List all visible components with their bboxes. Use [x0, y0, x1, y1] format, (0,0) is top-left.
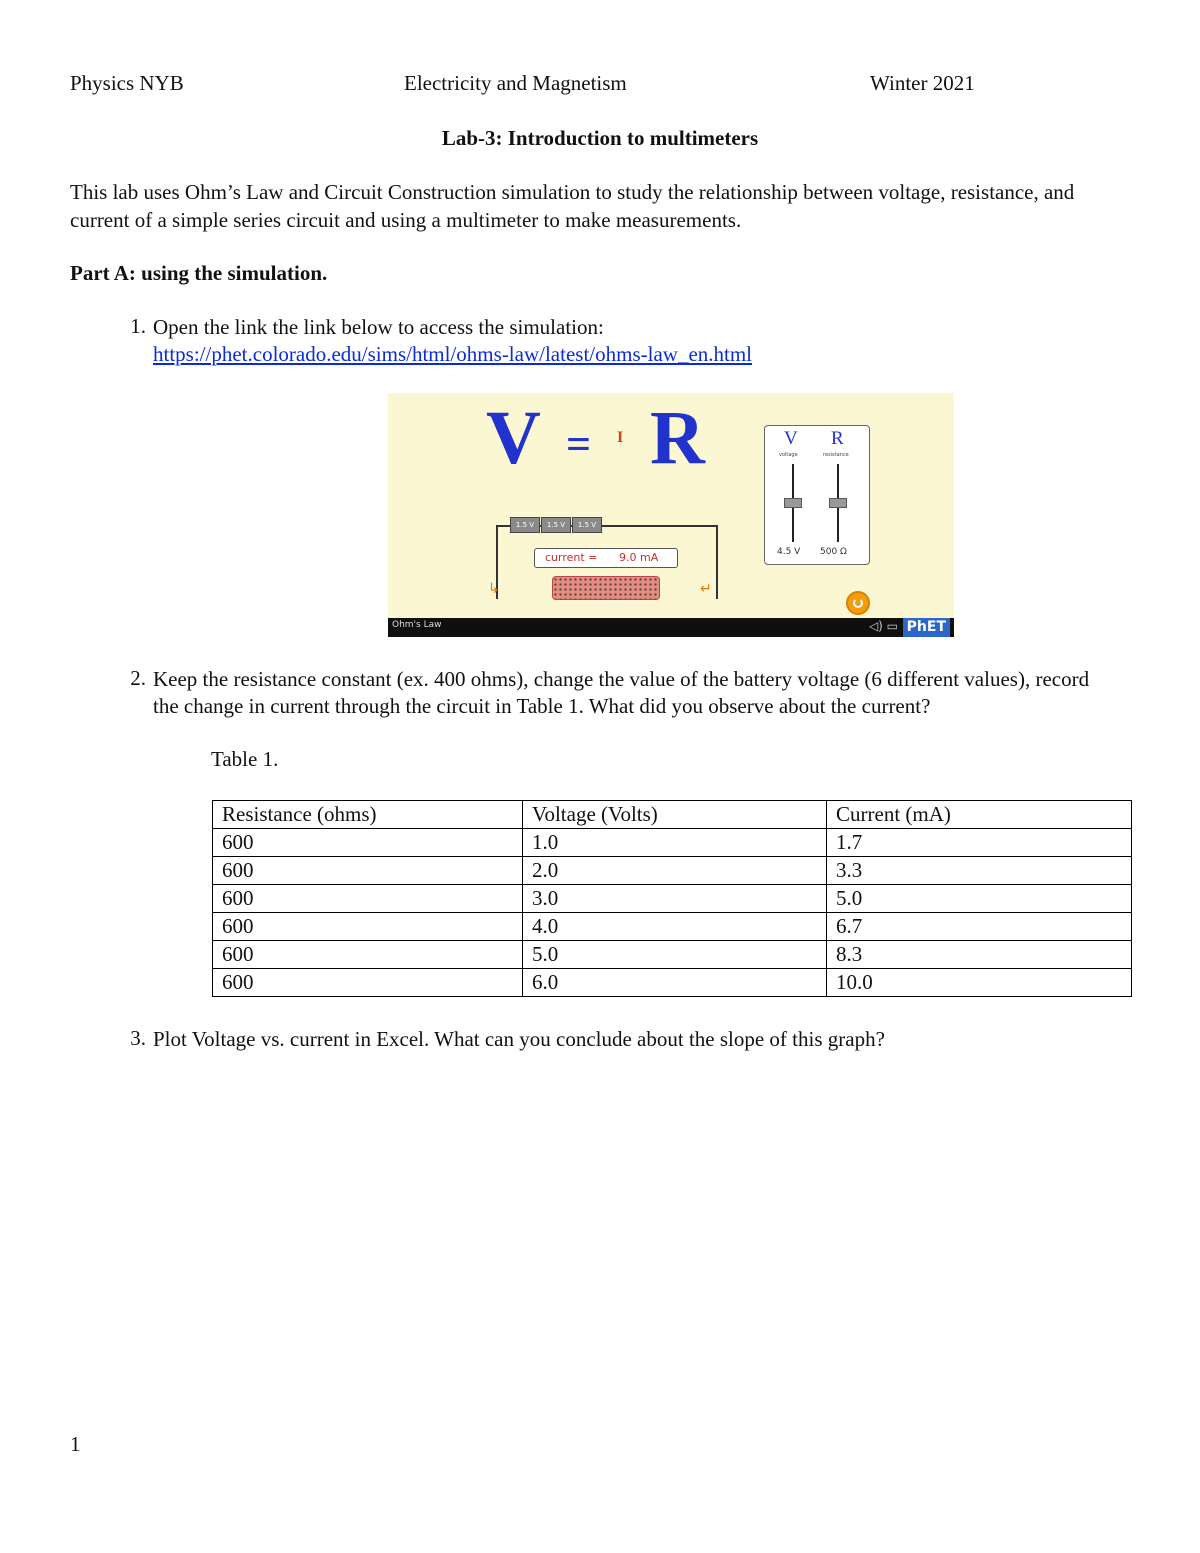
item-number-3: 3.	[130, 1026, 146, 1050]
battery: 1.5 V	[541, 517, 571, 533]
header-subject: Electricity and Magnetism	[404, 71, 627, 95]
reset-button[interactable]	[846, 591, 870, 615]
table-cell: 2.0	[523, 857, 827, 885]
table-row	[213, 969, 1132, 997]
table-row	[213, 941, 1132, 969]
voltage-value: 4.5 V	[777, 547, 801, 557]
voltage-label: V	[784, 428, 798, 449]
battery: 1.5 V	[510, 517, 540, 533]
table-caption: Table 1.	[211, 747, 279, 771]
table-cell: 600	[213, 829, 523, 857]
table-cell: 600	[213, 969, 523, 997]
battery: 1.5 V	[572, 517, 602, 533]
table-row	[213, 829, 1132, 857]
intro-paragraph: This lab uses Ohm’s Law and Circuit Construction simulation to study the relationship between voltage, resistance, and current of a simple series circuit and using a multimeter to make measurements.	[70, 180, 1075, 232]
page-number: 1	[70, 1432, 81, 1456]
table-row	[213, 885, 1132, 913]
item-text-1: Open the link the link below to access the simulation:	[153, 315, 604, 339]
item-number-2: 2.	[130, 666, 146, 690]
voltage-sublabel: voltage	[779, 452, 798, 458]
table-header-cell: Voltage (Volts)	[523, 801, 827, 829]
table-cell: 3.3	[827, 857, 1132, 885]
simulation-screenshot	[388, 393, 954, 637]
table-header-cell: Current (mA)	[827, 801, 1132, 829]
sound-and-screen-icons[interactable]: ◁) ▭	[868, 619, 898, 633]
equation-equals: =	[566, 420, 592, 469]
table-cell: 8.3	[827, 941, 1132, 969]
equation-r: R	[650, 396, 705, 480]
table-1	[212, 800, 1132, 997]
table-cell: 1.0	[523, 829, 827, 857]
table-cell: 5.0	[523, 941, 827, 969]
header-term: Winter 2021	[870, 71, 975, 95]
table-cell: 600	[213, 885, 523, 913]
item-text-2: Keep the resistance constant (ex. 400 ohms), change the value of the battery voltage (6 different values), record the change in current through the circuit in Table 1. What did you observe about the current?	[153, 667, 1090, 718]
resistance-label: R	[831, 428, 844, 449]
current-arrow-left-icon: ↳	[488, 581, 500, 597]
item-number-1: 1.	[130, 314, 146, 338]
table-cell: 1.7	[827, 829, 1132, 857]
equation-v: V	[486, 396, 541, 480]
table-cell: 600	[213, 857, 523, 885]
table-cell: 4.0	[523, 913, 827, 941]
header-course: Physics NYB	[70, 71, 184, 95]
table-row	[213, 913, 1132, 941]
current-label: current =	[545, 551, 598, 564]
table-cell: 3.0	[523, 885, 827, 913]
table-row	[213, 857, 1132, 885]
current-arrow-right-icon: ↵	[700, 581, 712, 597]
simulation-footer-bar	[388, 618, 954, 637]
table-cell: 5.0	[827, 885, 1132, 913]
table-cell: 600	[213, 941, 523, 969]
item-text-3: Plot Voltage vs. current in Excel. What can you conclude about the slope of this graph?	[153, 1027, 885, 1051]
resistance-value: 500 Ω	[820, 547, 847, 557]
table-header-row	[213, 801, 1132, 829]
table-cell: 600	[213, 913, 523, 941]
table-cell: 6.7	[827, 913, 1132, 941]
resistance-slider-knob[interactable]	[829, 498, 847, 508]
voltage-slider-knob[interactable]	[784, 498, 802, 508]
current-value: 9.0 mA	[619, 551, 659, 564]
table-cell: 10.0	[827, 969, 1132, 997]
table-header-cell: Resistance (ohms)	[213, 801, 523, 829]
resistor	[552, 576, 660, 600]
resistance-sublabel: resistance	[823, 452, 849, 458]
page-title: Lab-3: Introduction to multimeters	[441, 126, 759, 150]
simulation-link[interactable]: https://phet.colorado.edu/sims/html/ohms-law/latest/ohms-law_en.html	[153, 342, 753, 366]
simulation-title: Ohm's Law	[392, 620, 442, 630]
section-heading-part-a: Part A: using the simulation.	[70, 261, 328, 285]
equation-i: I	[617, 429, 624, 446]
control-panel	[764, 425, 870, 565]
table-cell: 6.0	[523, 969, 827, 997]
phet-logo: PhET	[903, 618, 950, 637]
current-readout	[534, 548, 678, 568]
